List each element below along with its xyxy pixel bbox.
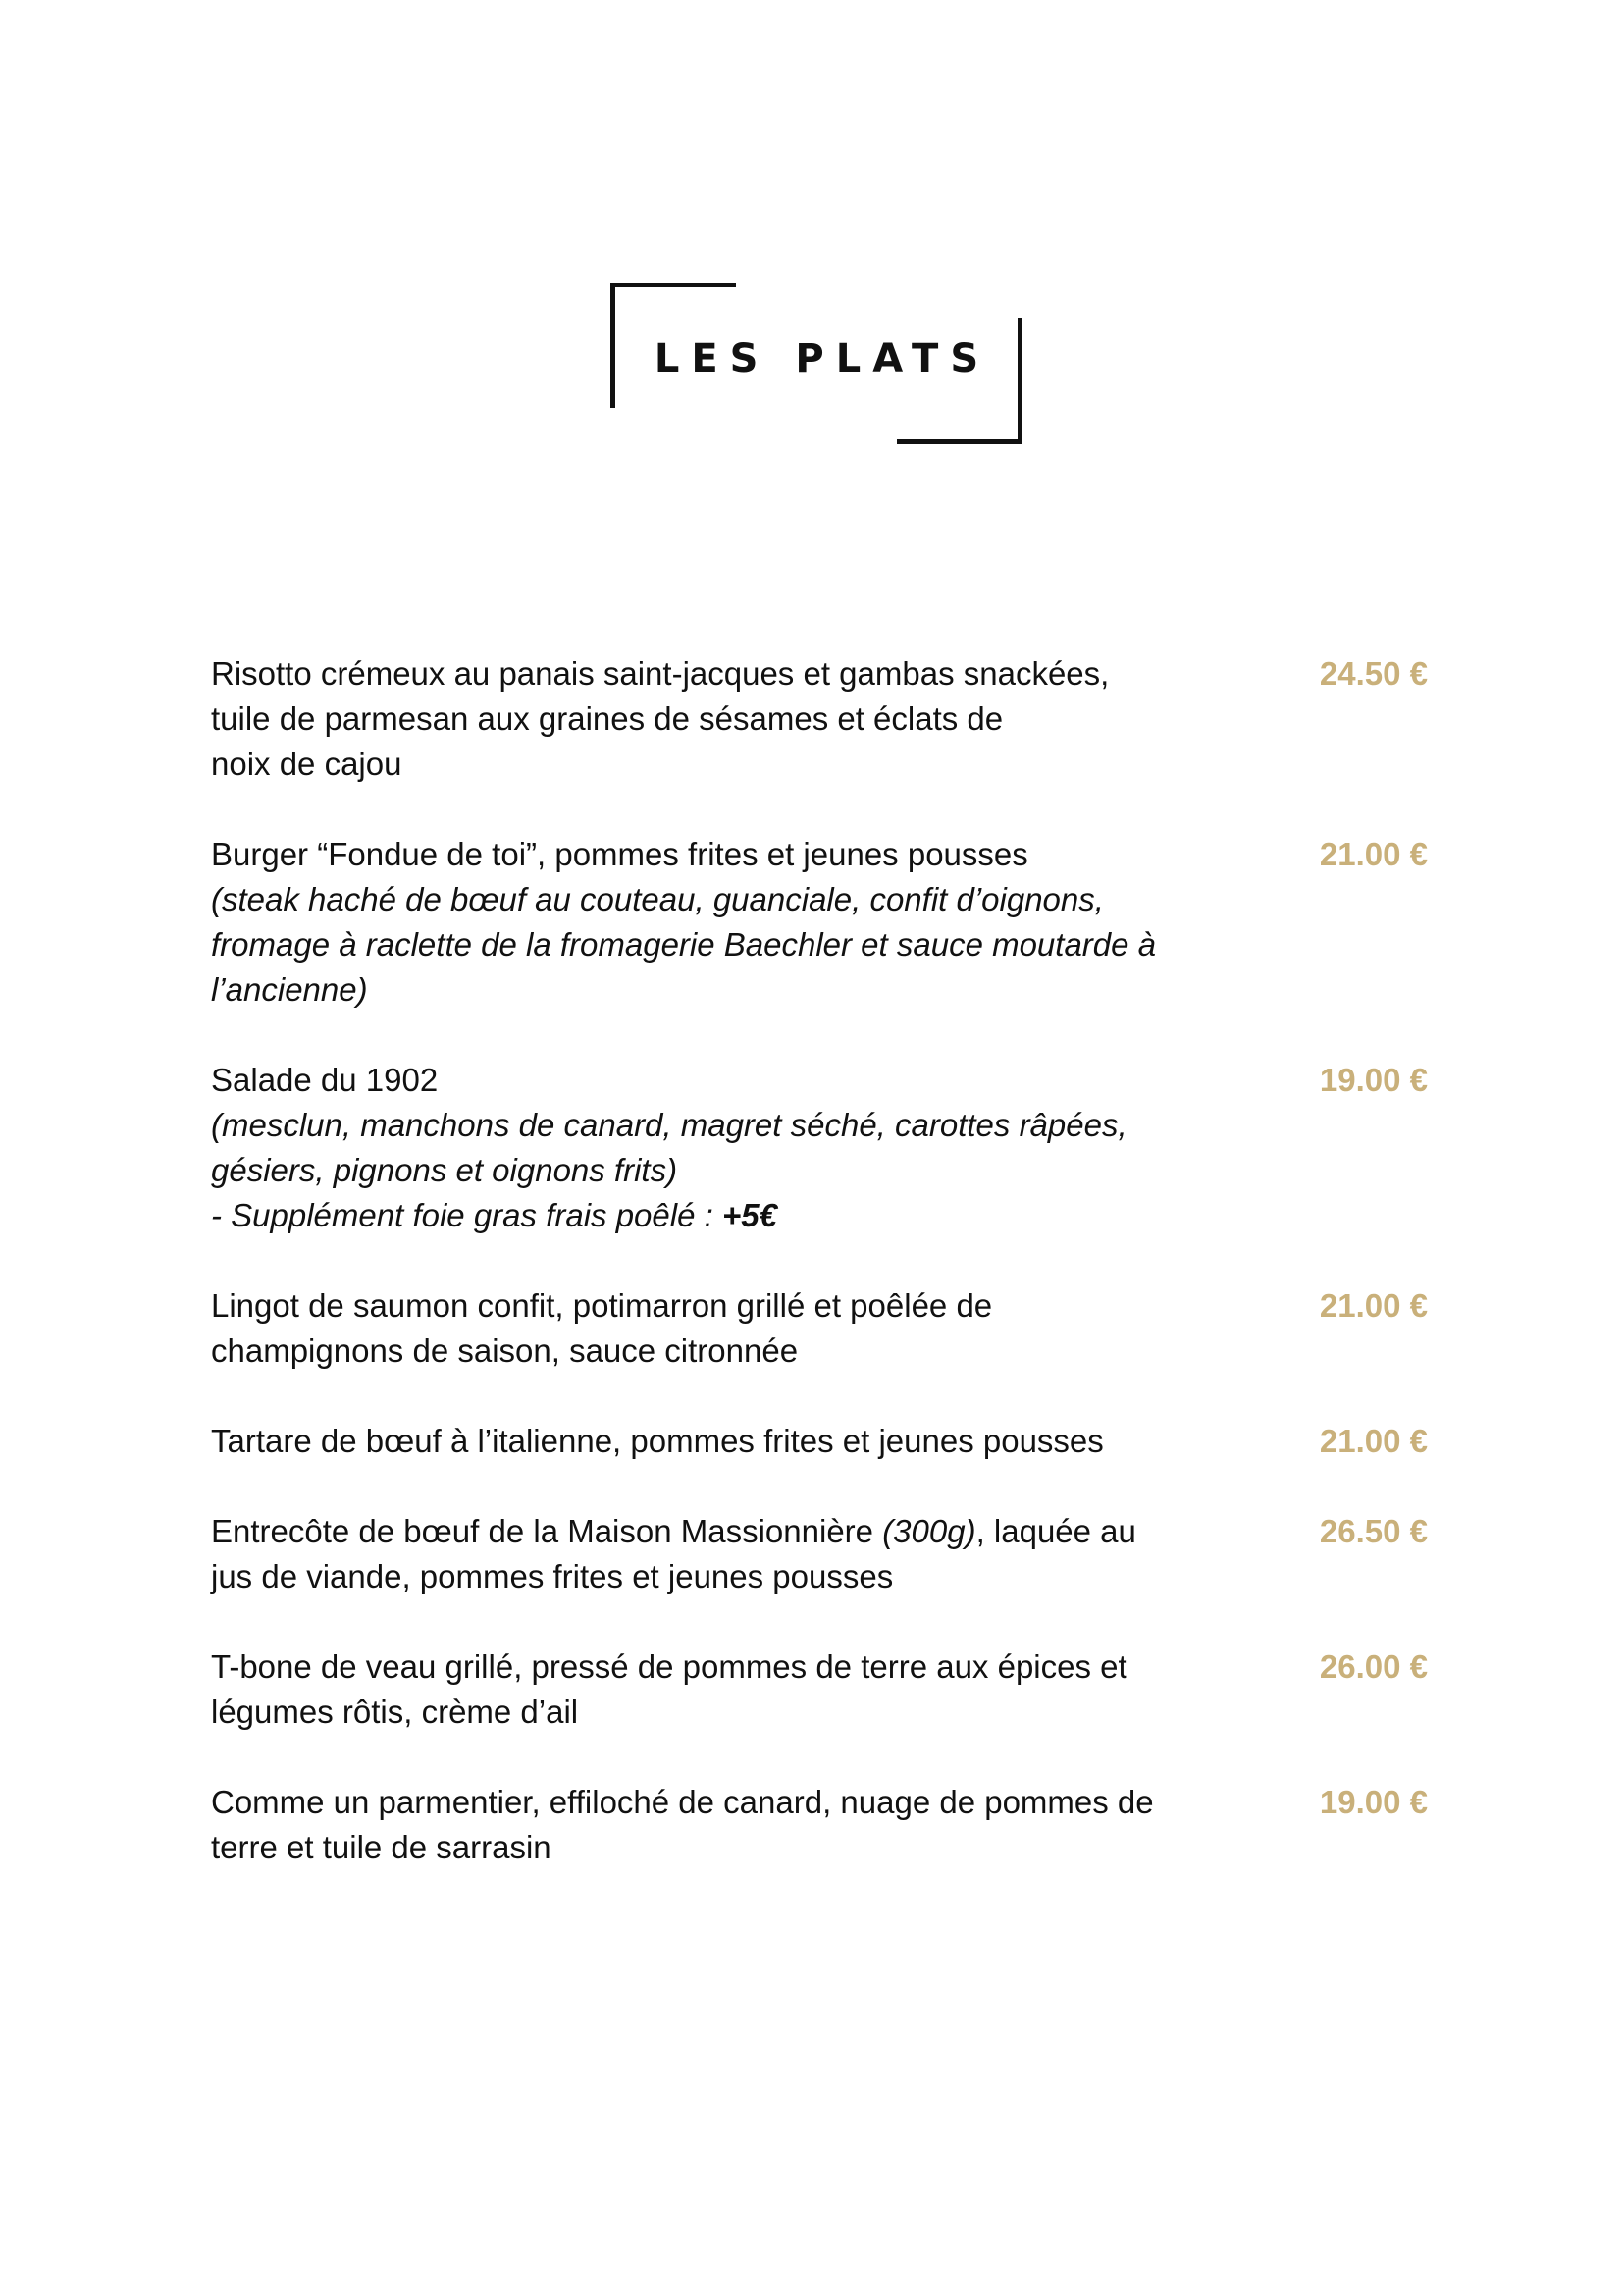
description-italic-line: fromage à raclette de la fromagerie Baechler et sauce moutarde à bbox=[211, 926, 1157, 963]
description-line: Lingot de saumon confit, potimarron grillé et poêlée de bbox=[211, 1287, 993, 1324]
description-italic-line: (steak haché de bœuf au couteau, guanciale, confit d’oignons, bbox=[211, 881, 1104, 917]
description-line: Salade du 1902 bbox=[211, 1062, 439, 1098]
description-text: Entrecôte de bœuf de la Maison Massionnière bbox=[211, 1513, 883, 1549]
description-line bbox=[211, 1509, 1261, 1554]
menu-item-description bbox=[211, 832, 1261, 1013]
menu-item-salade bbox=[211, 1058, 1428, 1238]
supplement-line bbox=[211, 1193, 1261, 1238]
weight-note: (300g) bbox=[882, 1513, 976, 1549]
page-title: LES PLATS bbox=[654, 337, 991, 382]
title-frame bbox=[610, 283, 1022, 444]
menu-item-description bbox=[211, 1283, 1261, 1374]
menu-item-saumon bbox=[211, 1283, 1428, 1374]
menu-item-tbone bbox=[211, 1644, 1428, 1735]
description-line: Tartare de bœuf à l’italienne, pommes frites et jeunes pousses bbox=[211, 1423, 1104, 1459]
menu-item-price: 24.50 € bbox=[1319, 655, 1428, 692]
menu-item-risotto bbox=[211, 652, 1428, 787]
description-line: Burger “Fondue de toi”, pommes frites et jeunes pousses bbox=[211, 836, 1028, 872]
description-italic-line: gésiers, pignons et oignons frits) bbox=[211, 1152, 678, 1188]
description-line: Risotto crémeux au panais saint-jacques et gambas snackées, bbox=[211, 655, 1110, 692]
menu-item-description bbox=[211, 1644, 1261, 1735]
menu-item-price: 26.00 € bbox=[1319, 1648, 1428, 1685]
menu-item-price: 21.00 € bbox=[1319, 1423, 1428, 1459]
menu-item-description bbox=[211, 1780, 1261, 1870]
menu-item-description bbox=[211, 1509, 1261, 1599]
menu-item-parmentier bbox=[211, 1780, 1428, 1870]
description-line: terre et tuile de sarrasin bbox=[211, 1829, 551, 1865]
menu-item-burger bbox=[211, 832, 1428, 1013]
menu-item-description bbox=[211, 652, 1261, 787]
description-line: champignons de saison, sauce citronnée bbox=[211, 1332, 799, 1369]
description-line: jus de viande, pommes frites et jeunes pousses bbox=[211, 1558, 894, 1594]
menu-item-price: 19.00 € bbox=[1319, 1784, 1428, 1820]
description-line: noix de cajou bbox=[211, 746, 402, 782]
description-line: tuile de parmesan aux graines de sésames et éclats de bbox=[211, 701, 1004, 737]
description-italic-line: l’ancienne) bbox=[211, 971, 368, 1008]
menu-item-price: 26.50 € bbox=[1319, 1513, 1428, 1549]
menu-item-tartare bbox=[211, 1419, 1428, 1464]
description-italic-line: (mesclun, manchons de canard, magret séché, carottes râpées, bbox=[211, 1107, 1127, 1143]
menu-item-price: 21.00 € bbox=[1319, 1287, 1428, 1324]
menu-item-price: 21.00 € bbox=[1319, 836, 1428, 872]
description-line: légumes rôtis, crème d’ail bbox=[211, 1694, 579, 1730]
supplement-label: - Supplément foie gras frais poêlé : bbox=[211, 1197, 722, 1233]
description-line: T-bone de veau grillé, pressé de pommes de terre aux épices et bbox=[211, 1648, 1127, 1685]
supplement-price: +5€ bbox=[721, 1197, 777, 1233]
menu-item-description bbox=[211, 1058, 1261, 1238]
description-line: Comme un parmentier, effiloché de canard, nuage de pommes de bbox=[211, 1784, 1154, 1820]
menu-list bbox=[211, 652, 1428, 1915]
menu-item-entrecote bbox=[211, 1509, 1428, 1599]
menu-item-price: 19.00 € bbox=[1319, 1062, 1428, 1098]
menu-item-description bbox=[211, 1419, 1261, 1464]
description-text: , laquée au bbox=[975, 1513, 1136, 1549]
